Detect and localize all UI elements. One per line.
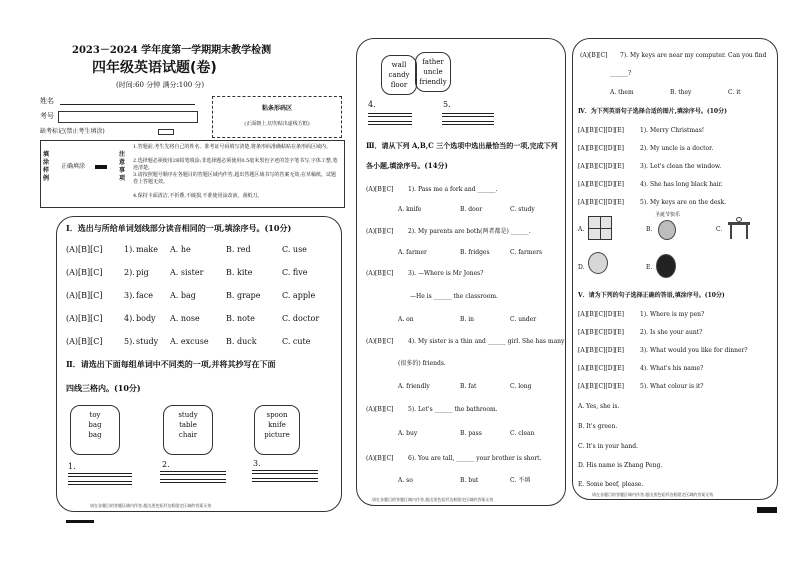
answer-bubbles[interactable]: (A)[B][C] <box>66 245 103 254</box>
answer-bubbles[interactable]: [A][B][C][D][E] <box>578 347 624 354</box>
option-c: C. farmers <box>510 249 543 256</box>
four-line-grid[interactable] <box>68 481 132 485</box>
picture-label-c: C. <box>716 226 723 233</box>
option-a: A. excuse <box>170 337 209 346</box>
four-line-grid[interactable] <box>368 113 412 117</box>
absent-mark-label: 缺考标记(禁止考生填涂) <box>40 128 105 135</box>
option-c: C. doctor <box>282 314 320 323</box>
option-a: A. nose <box>170 314 200 323</box>
correct-fill-mark <box>95 165 107 169</box>
answer-bubbles[interactable]: (A)[B][C] <box>366 406 394 413</box>
word-group-box <box>381 55 417 95</box>
word-group-box <box>415 52 451 92</box>
exam-year-title: 2023－2024 学年度第一学期期末教学检测 <box>72 45 272 56</box>
word-group-box <box>70 405 120 455</box>
answer-bubbles[interactable]: [A][B][C][D][E] <box>578 365 624 372</box>
option-b: B. red <box>226 245 251 254</box>
question-stem: 1). Where is my pen? <box>640 311 705 318</box>
answer-bubbles[interactable]: (A)[B][C] <box>66 291 103 300</box>
absent-mark-box[interactable] <box>158 129 174 135</box>
question-stem: 5). What colour is it? <box>640 383 704 390</box>
name-label: 姓名 <box>40 97 54 105</box>
question-word: body <box>136 314 156 323</box>
part3-title-line2: 各小题,填涂序号。(14分) <box>366 161 448 170</box>
question-stem-2: —He is ______ the classroom. <box>410 293 498 300</box>
time-score-info: (时间:60 分钟 满分:100 分) <box>116 81 205 89</box>
option-a: A. them <box>610 89 634 96</box>
part4-title: Ⅳ．为下列英语句子选择合适的图片,填涂序号。(10分) <box>578 108 727 115</box>
option-a: A. so <box>398 477 413 484</box>
option-b: B. kite <box>226 268 253 277</box>
word: friendly <box>419 78 447 86</box>
option-a: A. buy <box>398 430 418 437</box>
answer-bubbles[interactable]: [A][B][C][D][E] <box>578 127 624 134</box>
question-stem: 5). My keys are on the desk. <box>640 199 727 206</box>
part1-title: Ⅰ．选出与所给单词划线部分读音相同的一项,填涂序号。(10分) <box>66 223 292 233</box>
option-c: C. use <box>282 245 307 254</box>
footer-note: 请在各题目的答题区域内作答,超出黑色矩形边框限定区域的答案无效 <box>592 492 714 497</box>
answer-option: A. Yes, she is. <box>578 403 620 410</box>
answer-bubbles[interactable]: [A][B][C][D][E] <box>578 163 624 170</box>
word: picture <box>264 431 290 439</box>
word-group-box <box>254 405 300 455</box>
four-line-grid[interactable] <box>160 471 226 475</box>
option-a: A. sister <box>170 268 204 277</box>
footer-note: 请在各题目的答题区域内作答,超出黑色矩形边框限定区域的答案无效 <box>90 503 212 508</box>
answer-line-number: 2. <box>162 460 170 469</box>
option-a: A. farmer <box>398 249 427 256</box>
exam-no-label: 考号 <box>40 112 54 120</box>
answer-bubbles[interactable]: [A][B][C][D][E] <box>578 199 624 206</box>
option-b: B. but <box>460 477 479 484</box>
notice-3: 3.请按照题号顺序在各题目的答题区域内作答,超出答题区域书写的答案无效;在草稿纸、试题卷上答题无效。 <box>133 172 337 185</box>
option-c: C. long <box>510 383 532 390</box>
name-field[interactable] <box>60 104 195 105</box>
answer-bubbles[interactable]: (A)[B][C] <box>366 228 394 235</box>
part2-title-line2: 四线三格内。(10分) <box>66 383 141 393</box>
answer-bubbles[interactable]: (A)[B][C] <box>366 338 394 345</box>
option-a: A. bag <box>170 291 196 300</box>
option-a: A. friendly <box>398 383 430 390</box>
word: table <box>179 421 197 429</box>
option-b: B. fat <box>460 383 477 390</box>
answer-bubbles[interactable]: [A][B][C][D][E] <box>578 311 624 318</box>
question-stem-2: ______? <box>610 70 632 77</box>
four-line-grid[interactable] <box>68 473 132 477</box>
answer-line-number: 5. <box>443 100 451 109</box>
four-line-grid[interactable] <box>252 470 318 474</box>
question-number: 5). <box>124 337 135 346</box>
answer-line-number: 4. <box>368 100 376 109</box>
question-word: pig <box>136 268 149 277</box>
exam-subtitle: 四年级英语试题(卷) <box>92 60 217 76</box>
option-b: B. in <box>460 316 475 323</box>
answer-bubbles[interactable]: [A][B][C][D][E] <box>578 145 624 152</box>
doctor-picture <box>588 252 608 274</box>
word: floor <box>390 81 408 89</box>
footer-note: 请在各题目的答题区域内作答,超出黑色矩形边框限定区域的答案无效 <box>372 497 494 502</box>
answer-bubbles[interactable]: (A)[B][C] <box>66 268 103 277</box>
option-c: C. study <box>510 206 535 213</box>
four-line-grid[interactable] <box>442 113 494 117</box>
correct-fill-label: 正确填涂 <box>61 163 86 170</box>
question-stem: 3). —Where is Mr Jones? <box>408 270 484 277</box>
answer-bubbles[interactable]: [A][B][C][D][E] <box>578 383 624 390</box>
word: father <box>422 58 444 66</box>
option-c: C. five <box>282 268 308 277</box>
option-c: C. clean <box>510 430 535 437</box>
four-line-grid[interactable] <box>160 479 226 483</box>
question-stem: 4). My sister is a thin and ______ girl. She has many <box>408 338 565 345</box>
four-line-grid[interactable] <box>368 121 412 125</box>
option-c: C. it <box>728 89 741 96</box>
question-word: face <box>136 291 153 300</box>
answer-option: B. It's green. <box>578 423 618 430</box>
answer-line-number: 3. <box>253 459 261 468</box>
question-word: make <box>136 245 158 254</box>
word: study <box>178 411 198 419</box>
option-b: B. duck <box>226 337 257 346</box>
option-b: B. fridges <box>460 249 490 256</box>
option-b: B. grape <box>226 291 261 300</box>
long-hair-girl-picture <box>656 254 676 278</box>
notice-2: 2.选择题必须使用2B铅笔填涂;非选择题必须使用0.5毫米黑色字迹的签字笔书写,字体工整,笔迹清楚。 <box>133 158 338 171</box>
answer-bubbles[interactable]: [A][B][C][D][E] <box>578 181 624 188</box>
answer-option: E. Some beef, please. <box>578 481 644 488</box>
question-stem: 6). You are tall, ______ your brother is short. <box>408 455 542 462</box>
answer-option: D. His name is Zhang Peng. <box>578 462 663 469</box>
option-a: A. he <box>170 245 191 254</box>
option-b: B. pass <box>460 430 482 437</box>
question-stem: 4). What's his name? <box>640 365 704 372</box>
option-b: B. they <box>670 89 692 96</box>
question-number: 2). <box>124 268 135 277</box>
question-stem: 1). Merry Christmas! <box>640 127 705 134</box>
four-line-grid[interactable] <box>252 478 318 482</box>
window-cleaning-picture <box>588 216 612 240</box>
question-word: study <box>136 337 159 346</box>
option-a: A. knife <box>398 206 422 213</box>
picture-label-b: B. <box>646 226 653 233</box>
corner-mark <box>66 520 94 523</box>
santa-picture <box>658 220 676 240</box>
answer-bubbles[interactable]: (A)[B][C] <box>66 337 103 346</box>
answer-bubbles[interactable]: [A][B][C][D][E] <box>578 329 624 336</box>
question-stem: 4). She has long black hair. <box>640 181 723 188</box>
question-number: 1). <box>124 245 135 254</box>
option-c: C. under <box>510 316 537 323</box>
answer-bubbles[interactable]: (A)[B][C] <box>66 314 103 323</box>
notice-block <box>40 140 345 208</box>
word: wall <box>391 61 407 69</box>
word-group-box <box>163 405 213 455</box>
answer-bubbles[interactable]: (A)[B][C] <box>366 186 394 193</box>
picture-label-e: E. <box>646 264 653 271</box>
question-stem: 5). Let's ______ the bathroom. <box>408 406 498 413</box>
barcode-area <box>212 96 342 138</box>
answer-option: C. It's in your hand. <box>578 443 638 450</box>
picture-label-a: A. <box>578 226 585 233</box>
corner-mark <box>757 507 777 513</box>
desk-keys-picture <box>728 216 750 240</box>
question-stem: 1). Pass me a fork and ______. <box>408 186 498 193</box>
notice-4: 4.保持卡面清洁,不折叠,不破损,不准使用涂改液、刮纸刀。 <box>133 193 263 199</box>
word: bag <box>88 431 102 439</box>
notice-title: 注意事项 <box>119 151 126 182</box>
option-c: C. apple <box>282 291 316 300</box>
fill-example-title: 填涂样例 <box>43 151 50 182</box>
question-stem-2: (很多的) friends. <box>398 360 446 367</box>
word: uncle <box>423 68 443 76</box>
exam-no-boxes[interactable] <box>58 111 198 123</box>
question-stem: 2). My parents are both(两者都是) ______. <box>408 228 531 235</box>
answer-line-number: 1. <box>68 462 76 471</box>
word: chair <box>178 431 198 439</box>
question-stem: 2). My uncle is a doctor. <box>640 145 714 152</box>
christmas-caption: 圣诞节快乐 <box>655 212 681 218</box>
four-line-grid[interactable] <box>442 121 494 125</box>
question-stem: 3). Let's clean the window. <box>640 163 722 170</box>
question-number: 4). <box>124 314 135 323</box>
question-stem: 3). What would you like for dinner? <box>640 347 748 354</box>
part2-title-line1: Ⅱ．请选出下面每组单词中不同类的一项,并将其抄写在下面 <box>66 359 276 369</box>
question-stem: 7). My keys are near my computer. Can you find <box>620 52 767 59</box>
answer-bubbles[interactable]: (A)[B][C] <box>366 455 394 462</box>
notice-1: 1.答题前,考生先将自己的姓名、准考证号码填写清楚,将条形码准确粘贴在条形码区域内。 <box>133 144 331 150</box>
question-number: 3). <box>124 291 135 300</box>
word: toy <box>89 411 101 419</box>
option-b: B. door <box>460 206 483 213</box>
option-b: B. note <box>226 314 255 323</box>
word: candy <box>388 71 410 79</box>
part3-title-line1: Ⅲ．请从下列 A,B,C 三个选项中选出最恰当的一项,完成下列 <box>366 141 558 150</box>
part5-title: Ⅴ．请为下列的句子选择正确的答语,填涂序号。(10分) <box>578 292 725 299</box>
answer-bubbles[interactable]: (A)[B][C] <box>366 270 394 277</box>
option-c: C. 不填 <box>510 477 531 484</box>
picture-label-d: D. <box>578 264 585 271</box>
answer-bubbles[interactable]: (A)[B][C] <box>580 52 608 59</box>
question-stem: 2). Is she your aunt? <box>640 329 703 336</box>
word: spoon <box>266 411 288 419</box>
option-c: C. cute <box>282 337 311 346</box>
barcode-hint: (正面朝上,切勿贴出虚线方框) <box>244 121 310 127</box>
word: bag <box>88 421 102 429</box>
word: knife <box>268 421 286 429</box>
barcode-area-label: 粘条形码区 <box>261 105 292 112</box>
option-a: A. on <box>398 316 414 323</box>
